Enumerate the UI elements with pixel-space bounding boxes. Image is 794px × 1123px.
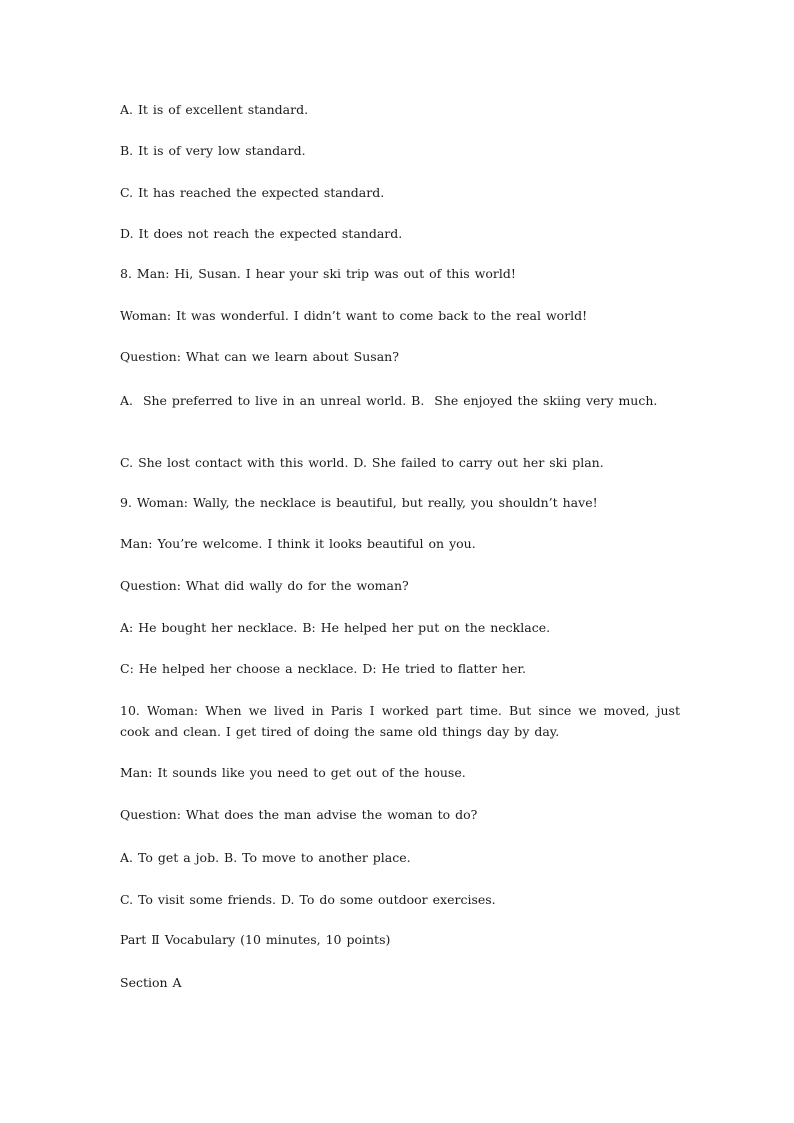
question-9-man: Man: You’re welcome. I think it looks beautiful on you. (120, 536, 476, 551)
question-9-prompt: Question: What did wally do for the woman? (120, 578, 409, 593)
section-heading-part-2: Part Ⅱ Vocabulary (10 minutes, 10 points) (120, 932, 391, 947)
option-d-standard: D. It does not reach the expected standard. (120, 226, 403, 241)
question-8-prompt: Question: What can we learn about Susan? (120, 349, 399, 364)
option-a-standard: A. It is of excellent standard. (120, 102, 309, 117)
question-8-options-cd: C. She lost contact with this world. D. She failed to carry out her ski plan. (120, 455, 604, 470)
option-c-standard: C. It has reached the expected standard. (120, 185, 385, 200)
question-10-options-cd: C. To visit some friends. D. To do some outdoor exercises. (120, 892, 496, 907)
question-9-options-cd: C: He helped her choose a necklace. D: He tried to flatter her. (120, 661, 526, 676)
section-heading-a: Section A (120, 975, 182, 990)
question-9-woman: 9. Woman: Wally, the necklace is beautiful, but really, you shouldn’t have! (120, 495, 598, 510)
option-b-standard: B. It is of very low standard. (120, 143, 306, 158)
question-8-man: 8. Man: Hi, Susan. I hear your ski trip was out of this world! (120, 266, 516, 281)
question-8-woman: Woman: It was wonderful. I didn’t want to come back to the real world! (120, 308, 588, 323)
question-10-woman: 10. Woman: When we lived in Paris I worked part time. But since we moved, just cook and clean. I get tired of doing the same old things day by day. (120, 703, 685, 739)
question-10-prompt: Question: What does the man advise the woman to do? (120, 807, 478, 822)
question-8-options-ab: A. She preferred to live in an unreal world. B. She enjoyed the skiing very much. (120, 393, 658, 408)
question-10-options-ab: A. To get a job. B. To move to another place. (120, 850, 411, 865)
question-10-man: Man: It sounds like you need to get out of the house. (120, 765, 466, 780)
question-9-options-ab: A: He bought her necklace. B: He helped her put on the necklace. (120, 620, 551, 635)
